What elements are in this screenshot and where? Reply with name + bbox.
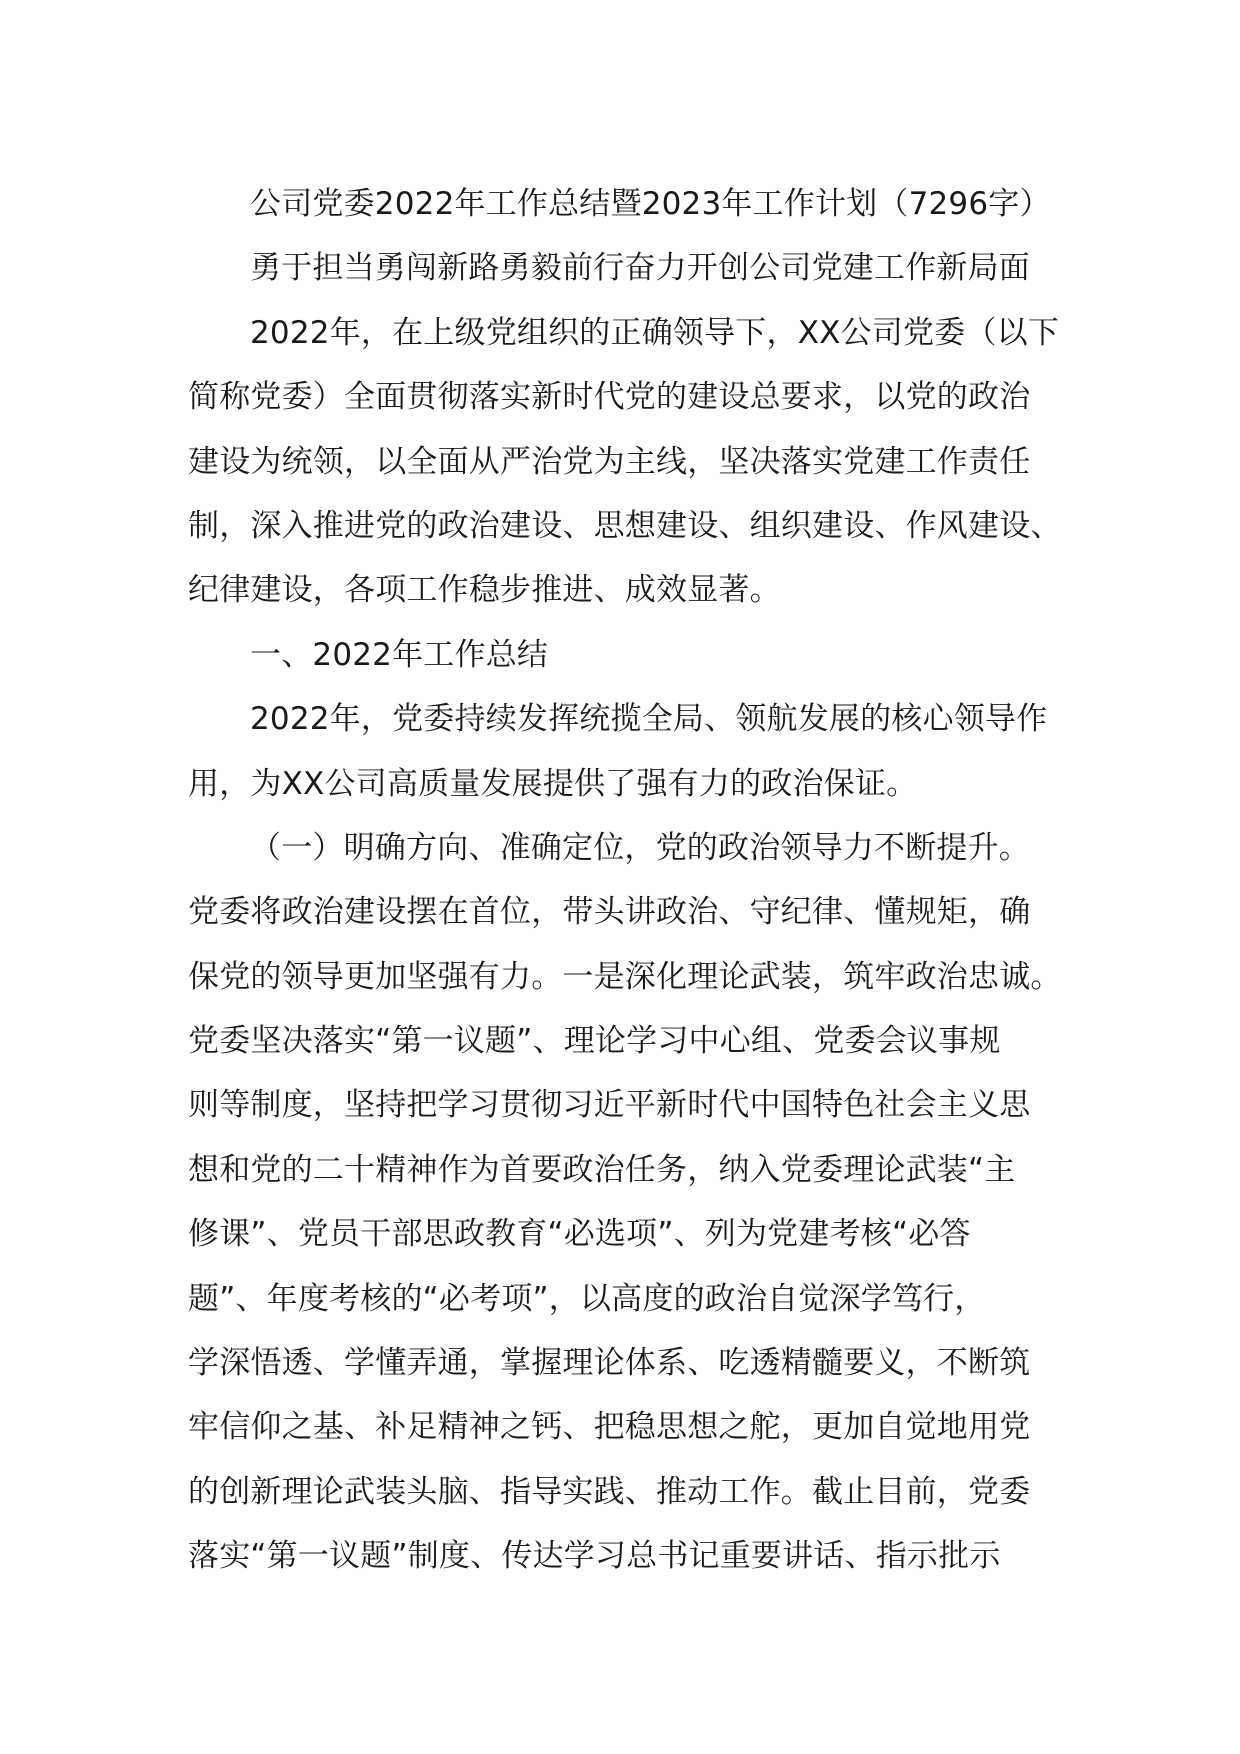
paragraph-line: 则等制度，坚持把学习贯彻习近平新时代中国特色社会主义思 <box>188 1087 1031 1124</box>
paragraph-line: 2022年，党委持续发挥统揽全局、领航发展的核心领导作 <box>250 701 1048 738</box>
section-heading: 一、2022年工作总结 <box>250 636 549 673</box>
paragraph-line: 制，深入推进党的政治建设、思想建设、组织建设、作风建设、 <box>188 507 1062 544</box>
paragraph-line: 党委将政治建设摆在首位，带头讲政治、守纪律、懂规矩，确 <box>188 894 1031 931</box>
paragraph-line: 保党的领导更加坚强有力。一是深化理论武装，筑牢政治忠诚。 <box>188 958 1062 995</box>
paragraph-line: 简称党委）全面贯彻落实新时代党的建设总要求，以党的政治 <box>188 379 1031 416</box>
subsection-heading: （一）明确方向、准确定位，党的政治领导力不断提升。 <box>250 829 1030 866</box>
paragraph-line: 用，为XX公司高质量发展提供了强有力的政治保证。 <box>188 765 918 802</box>
paragraph-line: 落实“第一议题”制度、传达学习总书记重要讲话、指示批示 <box>188 1538 1001 1575</box>
paragraph-line: 学深悟透、学懂弄通，掌握理论体系、吃透精髓要义，不断筑 <box>188 1345 1031 1382</box>
paragraph-line: 纪律建设，各项工作稳步推进、成效显著。 <box>188 572 781 609</box>
paragraph-line: 想和党的二十精神作为首要政治任务，纳入党委理论武装“主 <box>188 1151 1016 1188</box>
document-body <box>188 172 1088 1589</box>
paragraph-line: 2022年，在上级党组织的正确领导下，XX公司党委（以下 <box>250 314 1059 351</box>
document-title: 公司党委2022年工作总结暨2023年工作计划（7296字） <box>250 186 1051 222</box>
document-subtitle: 勇于担当勇闯新路勇毅前行奋力开创公司党建工作新局面 <box>250 250 1030 287</box>
paragraph-line: 党委坚决落实“第一议题”、理论学习中心组、党委会议事规 <box>188 1023 1001 1060</box>
paragraph-line: 建设为统领，以全面从严治党为主线，坚决落实党建工作责任 <box>188 443 1031 480</box>
paragraph-line: 牢信仰之基、补足精神之钙、把稳思想之舵，更加自觉地用党 <box>188 1409 1031 1446</box>
paragraph-line: 的创新理论武装头脑、指导实践、推动工作。截止目前，党委 <box>188 1473 1031 1510</box>
paragraph-line: 题”、年度考核的“必考项”，以高度的政治自觉深学笃行， <box>188 1280 986 1317</box>
paragraph-line: 修课”、党员干部思政教育“必选项”、列为党建考核“必答 <box>188 1216 971 1253</box>
